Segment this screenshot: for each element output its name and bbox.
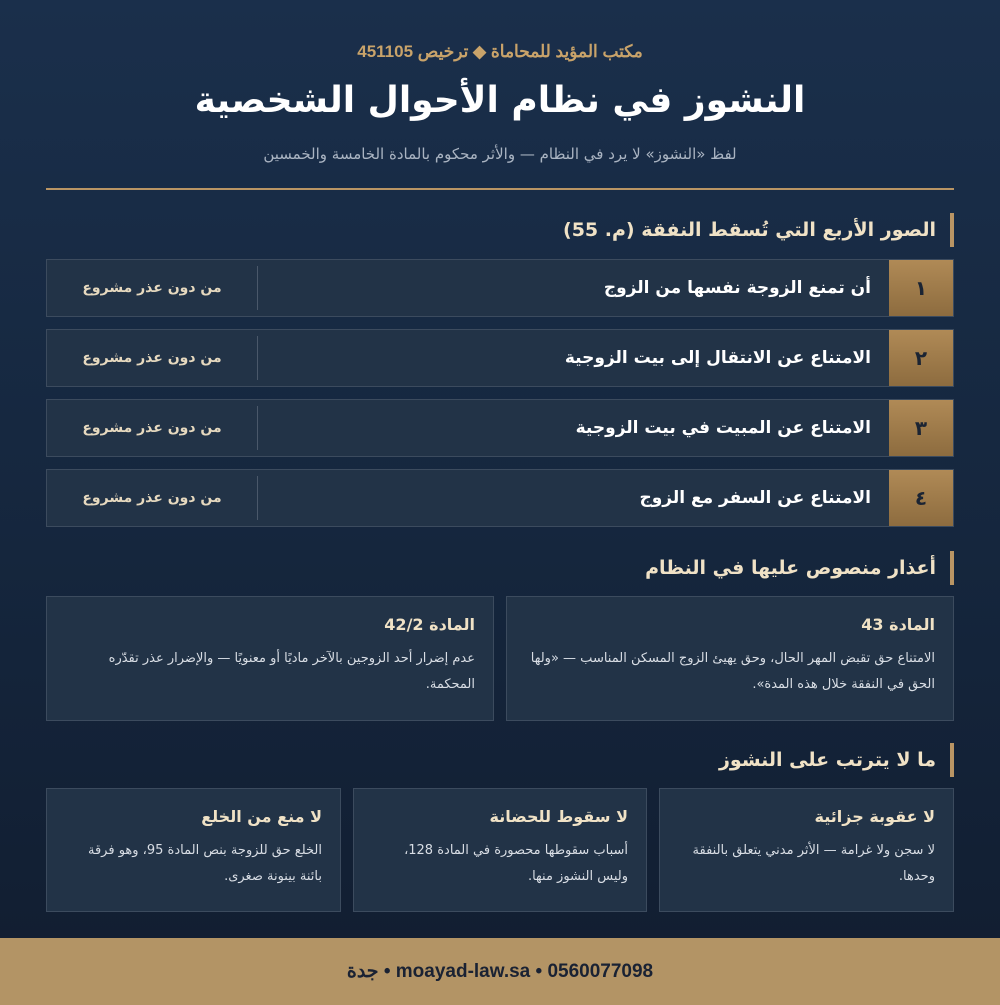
divider xyxy=(257,266,258,310)
page-subtitle: لفظ «النشوز» لا يرد في النظام — والأثر محكوم بالمادة الخامسة والخمسين xyxy=(263,145,737,163)
header-divider xyxy=(46,188,954,190)
card-body: عدم إضرار أحد الزوجين بالآخر ماديًا أو معنويًا — والإضرار عذر تقدّره المحكمة. xyxy=(108,651,475,692)
divider xyxy=(257,336,258,380)
card-body: أسباب سقوطها محصورة في المادة 128، وليس النشوز منها. xyxy=(404,843,628,884)
item-number: ٤ xyxy=(889,470,953,526)
item-text: أن تمنع الزوجة نفسها من الزوج xyxy=(603,278,871,298)
footer-contact-bar xyxy=(0,938,1000,1005)
item-note: من دون عذر مشروع xyxy=(82,350,222,366)
item-text: الامتناع عن الانتقال إلى بيت الزوجية xyxy=(564,348,871,368)
card-body: الامتناع حق تقبض المهر الحال، وحق يهيئ الزوج المسكن المناسب — «ولها الحق في النفقة خلال هذه المدة». xyxy=(530,651,935,692)
footer-contact-text: 0560077098 • moayad-law.sa • جدة xyxy=(346,961,654,982)
card-body: الخلع حق للزوجة بنص المادة 95، وهو فرقة بائنة بينونة صغرى. xyxy=(87,843,322,884)
item-text: الامتناع عن المبيت في بيت الزوجية xyxy=(575,418,871,438)
item-note: من دون عذر مشروع xyxy=(82,490,222,506)
divider xyxy=(257,476,258,520)
card-title: لا سقوط للحضانة xyxy=(489,807,628,826)
card-title: المادة 43 xyxy=(861,615,935,634)
excuse-card-article-43 xyxy=(506,596,954,721)
item-note: من دون عذر مشروع xyxy=(82,280,222,296)
item-number: ١ xyxy=(889,260,953,316)
section-title-four-forms xyxy=(46,213,954,247)
card-body: لا سجن ولا غرامة — الأثر مدني يتعلق بالنفقة وحدها. xyxy=(692,843,935,884)
item-note: من دون عذر مشروع xyxy=(82,420,222,436)
card-title: لا منع من الخلع xyxy=(201,807,322,826)
item-text: الامتناع عن السفر مع الزوج xyxy=(639,488,871,508)
excuse-card-article-42-2 xyxy=(46,596,494,721)
card-title: المادة 42/2 xyxy=(384,615,475,634)
section-accent-bar xyxy=(950,551,954,585)
card-title: لا عقوبة جزائية xyxy=(814,807,935,826)
consequence-card-no-penalty xyxy=(659,788,954,912)
consequence-card-no-khula-ban xyxy=(46,788,341,912)
item-number: ٢ xyxy=(889,330,953,386)
section-accent-bar xyxy=(950,213,954,247)
section-accent-bar xyxy=(950,743,954,777)
list-item xyxy=(46,329,954,387)
list-item xyxy=(46,469,954,527)
page-title: النشوز في نظام الأحوال الشخصية xyxy=(194,80,806,121)
list-item xyxy=(46,399,954,457)
office-license-line: مكتب المؤيد للمحاماة ◆ ترخيص 451105 xyxy=(357,42,643,61)
section-title-not-consequences xyxy=(46,743,954,777)
section-title-text: أعذار منصوص عليها في النظام xyxy=(645,557,936,579)
item-number: ٣ xyxy=(889,400,953,456)
list-item xyxy=(46,259,954,317)
page-content xyxy=(46,0,954,938)
section-title-text: الصور الأربع التي تُسقط النفقة (م. 55) xyxy=(563,219,936,241)
divider xyxy=(257,406,258,450)
consequence-card-no-custody-loss xyxy=(353,788,647,912)
section-title-excuses xyxy=(46,551,954,585)
section-title-text: ما لا يترتب على النشوز xyxy=(718,749,936,771)
